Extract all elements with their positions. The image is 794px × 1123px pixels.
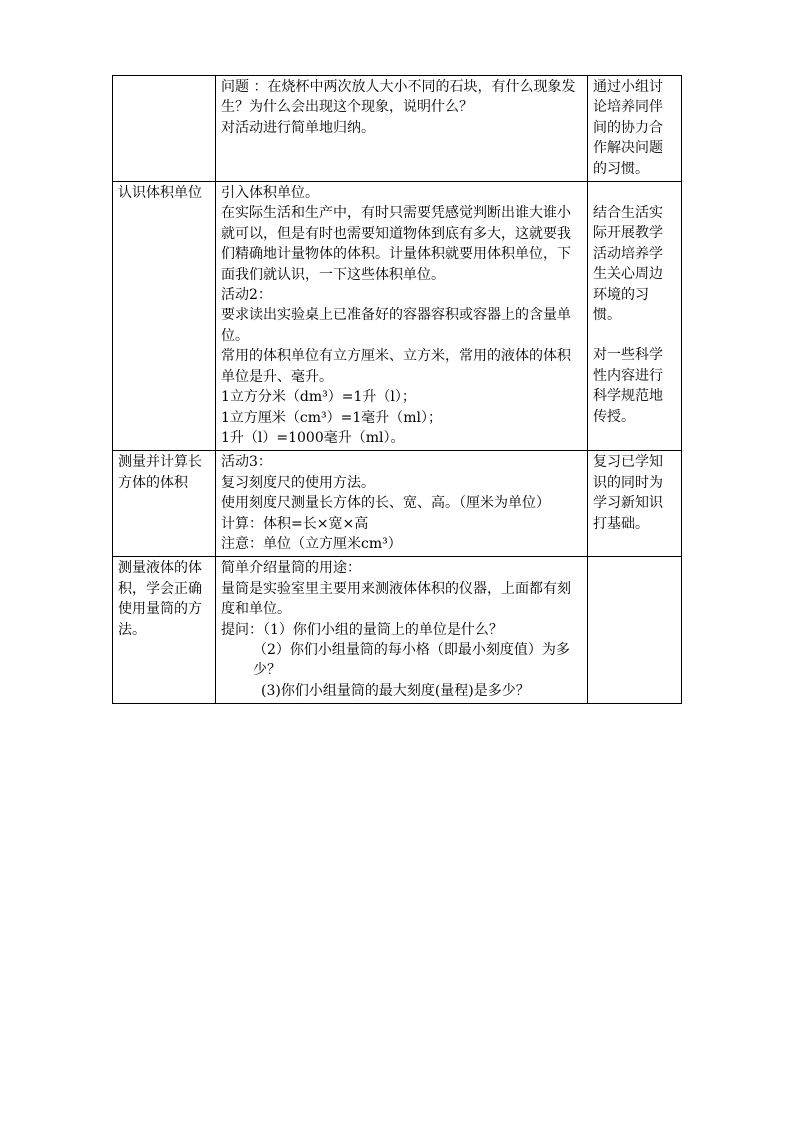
note-text: 复习已学知识的同时为学习新知识打基础。 [593, 454, 663, 532]
content-line: 复习刻度尺的使用方法。 [221, 474, 375, 491]
topic-cell [113, 557, 216, 704]
content-cell [216, 557, 588, 704]
topic-text: 认识体积单位 [118, 185, 202, 202]
content-cell [216, 76, 588, 182]
content-line: 活动2： [221, 287, 272, 304]
content-line: 提问：（1）你们小组的量筒上的单位是什么？ [221, 621, 503, 638]
content-line: 1立方厘米（cm³）=1毫升（ml）； [221, 409, 443, 426]
content-line: 对活动进行简单地归纳。 [221, 119, 375, 136]
topic-cell [113, 182, 216, 451]
note-cell [588, 557, 682, 704]
content-line: 常用的体积单位有立方厘米、立方米，常用的液体的体积单位是升、毫升。 [221, 348, 571, 385]
content-line: 1立方分米（dm³）=1升（l）； [221, 389, 416, 406]
table-row [113, 557, 682, 704]
note-cell [588, 182, 682, 451]
content-line: 计算：体积=长×宽×高 [221, 515, 369, 532]
note-text: 结合生活实际开展教学活动培养学生关心周边环境的习惯。 [593, 205, 663, 324]
content-line: 简单介绍量筒的用途： [221, 560, 361, 577]
content-line: 量筒是实验室里主要用来测液体体积的仪器，上面都有刻度和单位。 [221, 580, 571, 618]
topic-text: 测量液体的体积，学会正确使用量筒的方法。 [118, 560, 202, 638]
content-line: 1升（l）=1000毫升（ml）。 [221, 429, 405, 446]
note-cell [588, 76, 682, 182]
topic-cell [113, 451, 216, 557]
content-line: （2）你们小组量筒的每小格（即最小刻度值）为多少？ [253, 641, 570, 679]
lesson-plan-table [112, 75, 682, 704]
content-line: 问题 ：在烧杯中两次放人大小不同的石块，有什么现象发生？为什么会出现这个现象，说明什么？ [221, 79, 576, 116]
content-line: 使用刻度尺测量长方体的长、宽、高。（厘米为单位） [221, 495, 550, 512]
content-line: 注意：单位（立方厘米cm³） [221, 535, 402, 552]
content-line: 活动3： [221, 454, 272, 471]
topic-text: 测量并计算长方体的体积 [118, 454, 202, 491]
table-row [113, 182, 682, 451]
table-row [113, 451, 682, 557]
content-cell [216, 182, 588, 451]
note-text: 通过小组讨论培养同伴间的协力合作解决问题的习惯。 [593, 79, 663, 177]
content-line: 在实际生活和生产中，有时只需要凭感觉判断出谁大谁小就可以，但是有时也需要知道物体到底有多大，这就要我们精确地计量物体的体积。计量体积就要用体积单位，下面我们就认识，一下这些体积单位。 [221, 205, 571, 283]
table-row [113, 76, 682, 182]
content-line: (3)你们小组量筒的最大刻度(量程)是多少？ [261, 682, 530, 699]
note-cell [588, 451, 682, 557]
content-line: 要求读出实验桌上已准备好的容器容积或容器上的含量单位。 [221, 307, 571, 344]
content-line: 引入体积单位。 [221, 185, 319, 202]
topic-cell [113, 76, 216, 182]
content-cell [216, 451, 588, 557]
note-text: 对一些科学性内容进行科学规范地传授。 [593, 347, 663, 425]
